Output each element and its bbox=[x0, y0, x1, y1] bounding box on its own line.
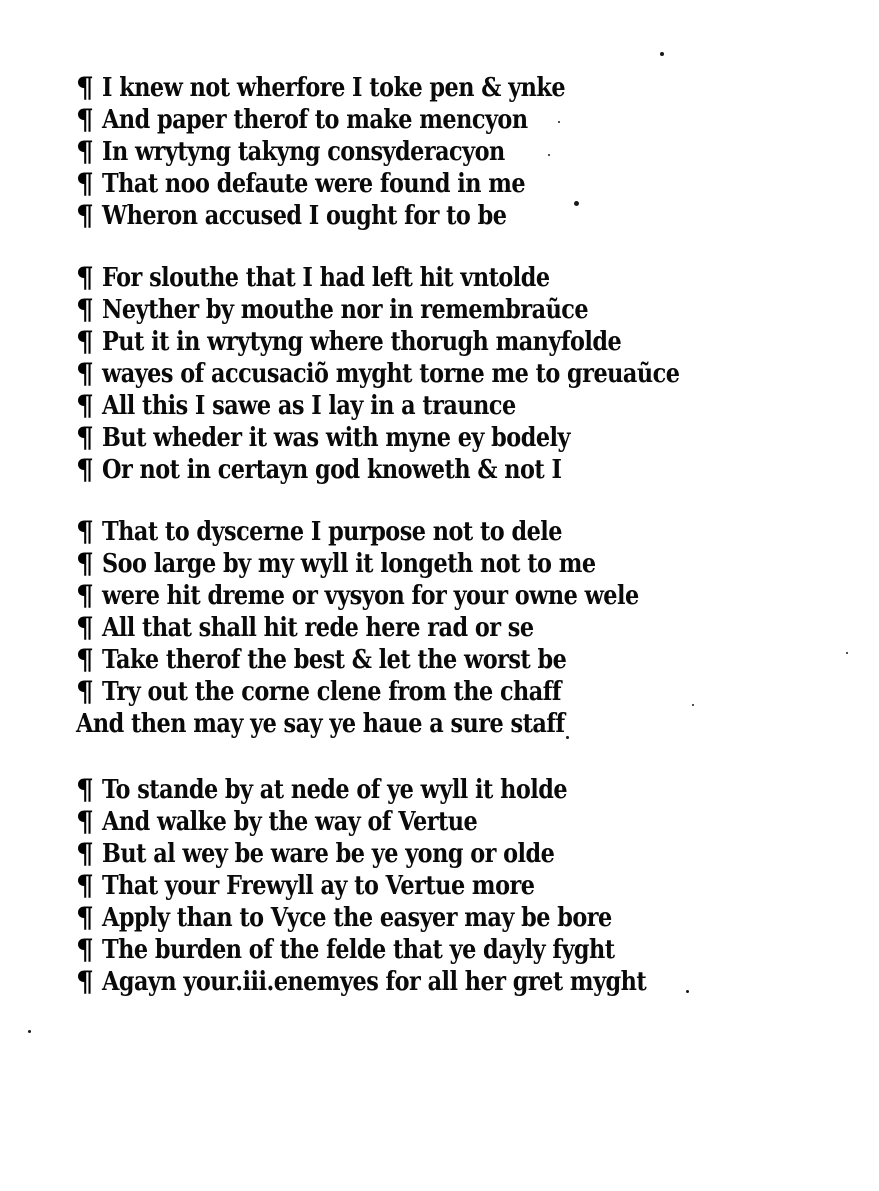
scan-speck bbox=[574, 201, 579, 206]
verse-line bbox=[76, 902, 796, 934]
verse-line bbox=[76, 806, 796, 838]
paragraph-mark-icon: ¶ bbox=[76, 675, 94, 708]
verse-line-text: And walke by the way of Vertue bbox=[102, 807, 478, 837]
verse-line-text: And paper therof to make mencyon bbox=[102, 105, 528, 135]
scan-speck bbox=[660, 52, 664, 56]
verse-line bbox=[76, 838, 796, 870]
verse-line bbox=[76, 326, 796, 358]
paragraph-mark-icon: ¶ bbox=[76, 453, 94, 486]
paragraph-mark-icon: ¶ bbox=[76, 199, 94, 232]
paragraph-mark-icon: ¶ bbox=[76, 965, 94, 998]
paragraph-mark-icon: ¶ bbox=[76, 547, 94, 580]
paragraph-mark-icon: ¶ bbox=[76, 901, 94, 934]
verse-line-text: For slouthe that I had left hit vntolde bbox=[102, 263, 550, 293]
verse-line-text: But al wey be ware be ye yong or olde bbox=[102, 839, 555, 869]
verse-line bbox=[76, 104, 796, 136]
paragraph-mark-icon: ¶ bbox=[76, 71, 94, 104]
scan-speck bbox=[686, 990, 689, 993]
verse-line bbox=[76, 966, 796, 998]
verse-line-text: The burden of the felde that ye dayly fyght bbox=[102, 935, 615, 965]
verse-line bbox=[76, 774, 796, 806]
verse-line bbox=[76, 516, 796, 548]
verse-line-text: Neyther by mouthe nor in remembraũce bbox=[102, 295, 589, 325]
verse-line-text: Apply than to Vyce the easyer may be bore bbox=[102, 903, 612, 933]
paragraph-mark-icon: ¶ bbox=[76, 167, 94, 200]
paragraph-mark-icon: ¶ bbox=[76, 103, 94, 136]
paragraph-mark-icon: ¶ bbox=[76, 261, 94, 294]
verse-line-text: That your Frewyll ay to Vertue more bbox=[102, 871, 535, 901]
paragraph-mark-icon: ¶ bbox=[76, 421, 94, 454]
verse-line bbox=[76, 454, 796, 486]
paragraph-mark-icon: ¶ bbox=[76, 293, 94, 326]
scan-speck bbox=[692, 704, 694, 706]
verse-line-text: were hit dreme or vysyon for your owne wele bbox=[102, 581, 639, 611]
verse-line-text: wayes of accusaciõ myght torne me to greuaũce bbox=[102, 359, 680, 389]
paragraph-mark-icon: ¶ bbox=[76, 869, 94, 902]
verse-line bbox=[76, 644, 796, 676]
verse-line bbox=[76, 358, 796, 390]
scan-speck bbox=[558, 121, 560, 123]
verse-line bbox=[76, 168, 796, 200]
paragraph-mark-icon: ¶ bbox=[76, 357, 94, 390]
paragraph-mark-icon: ¶ bbox=[76, 611, 94, 644]
verse-line bbox=[76, 580, 796, 612]
verse-line bbox=[76, 934, 796, 966]
verse-line-text: Or not in certayn god knoweth & not I bbox=[102, 455, 562, 485]
stanza-1 bbox=[76, 72, 796, 232]
stanza-2 bbox=[76, 262, 796, 486]
verse-line-text: That to dyscerne I purpose not to dele bbox=[102, 517, 562, 547]
stanza-4 bbox=[76, 774, 796, 998]
verse-line-text: Take therof the best & let the worst be bbox=[102, 645, 567, 675]
verse-line bbox=[76, 422, 796, 454]
verse-line-text: Wheron accused I ought for to be bbox=[102, 201, 507, 231]
scan-speck bbox=[566, 736, 569, 739]
verse-line bbox=[76, 72, 796, 104]
verse-line-text: I knew not wherfore I toke pen & ynke bbox=[102, 73, 566, 103]
verse-line bbox=[76, 200, 796, 232]
verse-line bbox=[76, 548, 796, 580]
verse-line-text: To stande by at nede of ye wyll it holde bbox=[102, 775, 568, 805]
verse-line-text: Put it in wrytyng where thorugh manyfolde bbox=[102, 327, 622, 357]
verse-line-text: That noo defaute were found in me bbox=[102, 169, 526, 199]
verse-line bbox=[76, 294, 796, 326]
verse-line bbox=[76, 612, 796, 644]
stanza-3 bbox=[76, 516, 796, 740]
paragraph-mark-icon: ¶ bbox=[76, 837, 94, 870]
scan-speck bbox=[548, 154, 550, 156]
paragraph-mark-icon: ¶ bbox=[76, 579, 94, 612]
scan-speck bbox=[846, 652, 848, 654]
verse-line bbox=[76, 708, 796, 740]
verse-line bbox=[76, 262, 796, 294]
paragraph-mark-icon: ¶ bbox=[76, 325, 94, 358]
verse-line-text: All this I sawe as I lay in a traunce bbox=[102, 391, 516, 421]
paragraph-mark-icon: ¶ bbox=[76, 805, 94, 838]
verse-line bbox=[76, 676, 796, 708]
paragraph-mark-icon: ¶ bbox=[76, 773, 94, 806]
verse-line bbox=[76, 390, 796, 422]
paragraph-mark-icon: ¶ bbox=[76, 933, 94, 966]
verse-line bbox=[76, 870, 796, 902]
verse-line-text: In wrytyng takyng consyderacyon bbox=[102, 137, 505, 167]
verse-line-text: Try out the corne clene from the chaff bbox=[102, 677, 561, 707]
paragraph-mark-icon: ¶ bbox=[76, 515, 94, 548]
verse-line bbox=[76, 136, 796, 168]
verse-line-text: And then may ye say ye haue a sure staff bbox=[76, 709, 565, 739]
paragraph-mark-icon: ¶ bbox=[76, 135, 94, 168]
paragraph-mark-icon: ¶ bbox=[76, 643, 94, 676]
verse-line-text: But wheder it was with myne ey bodely bbox=[102, 423, 570, 453]
verse-line-text: All that shall hit rede here rad or se bbox=[102, 613, 534, 643]
paragraph-mark-icon: ¶ bbox=[76, 389, 94, 422]
verse-line-text: Agayn your.iii.enemyes for all her gret myght bbox=[102, 967, 647, 997]
scan-speck bbox=[28, 1030, 31, 1033]
verse-line-text: Soo large by my wyll it longeth not to me bbox=[102, 549, 596, 579]
